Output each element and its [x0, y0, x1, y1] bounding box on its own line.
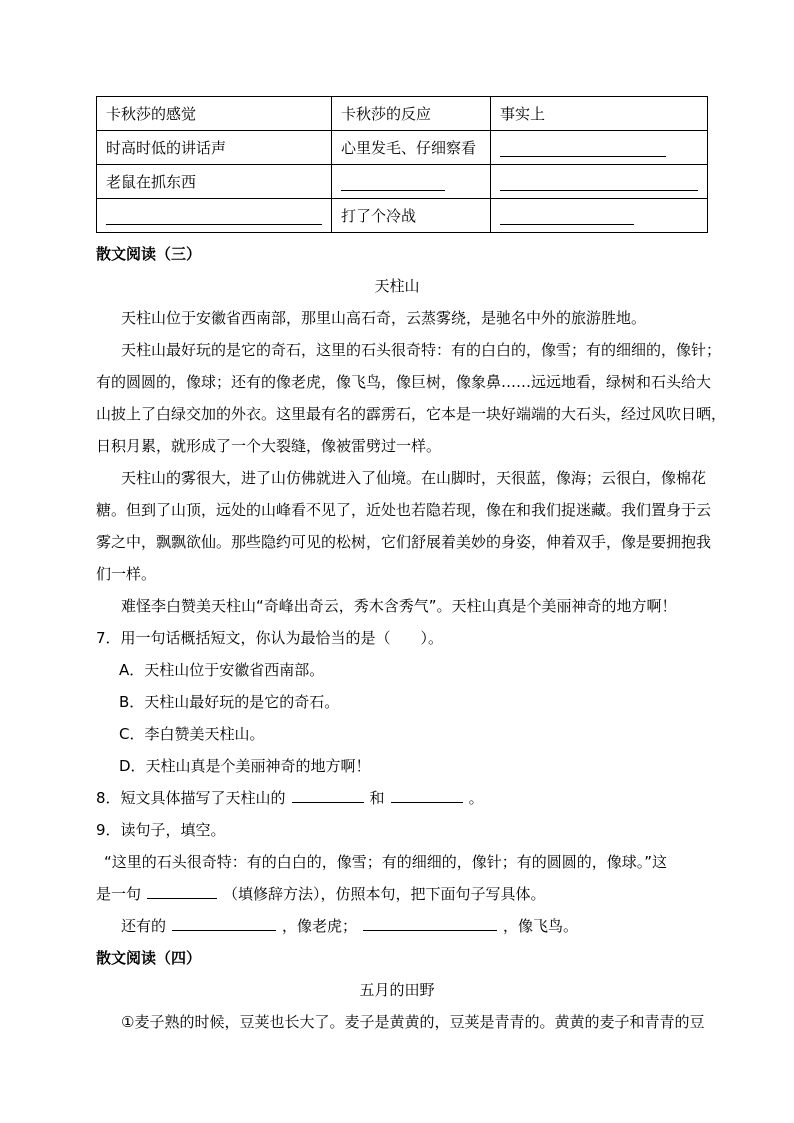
table-row — [97, 131, 708, 165]
table-blank-cell — [332, 165, 491, 199]
section-heading: 散文阅读（四） — [96, 949, 202, 967]
paragraph-line: 难怪李白赞美天柱山“奇峰出奇云，秀木含秀气”。天柱山真是个美丽神奇的地方啊！ — [121, 597, 677, 615]
paragraph-line: 天柱山的雾很大，进了山仿佛就进入了仙境。在山脚时，天很蓝，像海；云很白，像棉花 — [121, 469, 707, 487]
table-cell: 打了个冷战 — [332, 199, 491, 233]
answer-blank[interactable] — [106, 208, 322, 225]
table-header-feeling: 卡秋莎的感觉 — [97, 97, 332, 131]
question-text: （填修辞方法），仿照本句，把下面句子写具体。 — [223, 885, 546, 903]
table-header-row — [97, 97, 708, 131]
table-blank-cell — [491, 199, 708, 233]
paragraph-line: 糖。但到了山顶，远处的山峰看不见了，近处也若隐若现，像在和我们捉迷藏。我们置身于云 — [96, 501, 712, 519]
answer-blank[interactable] — [292, 788, 364, 803]
table-cell: 时高时低的讲话声 — [97, 131, 332, 165]
option-d[interactable]: D．天柱山真是个美丽神奇的地方啊！ — [119, 757, 371, 775]
answer-blank[interactable] — [363, 916, 497, 931]
table-blank-cell — [97, 199, 332, 233]
answer-blank[interactable] — [391, 788, 463, 803]
question-9-line — [96, 883, 546, 904]
question-text: 8．短文具体描写了天柱山的 — [96, 789, 286, 807]
question-text: ，像老虎； — [282, 917, 358, 935]
table-cell: 心里发毛、仔细察看 — [332, 131, 491, 165]
paragraph-line: 天柱山位于安徽省西南部，那里山高石奇，云蒸雾绕，是驰名中外的旅游胜地。 — [121, 309, 647, 327]
paragraph-line: 山披上了白绿交加的外衣。这里最有名的霹雳石，它本是一块好端端的大石头，经过风吹日晒， — [96, 405, 727, 423]
question-text: 。 — [468, 789, 484, 807]
question-9-quote: “这里的石头很奇特：有的白白的，像雪；有的细细的，像针；有的圆圆的，像球。”这 — [104, 853, 668, 871]
table-header-fact: 事实上 — [491, 97, 708, 131]
table-row — [97, 165, 708, 199]
section-heading: 散文阅读（三） — [96, 245, 202, 263]
article-title: 天柱山 — [374, 277, 420, 295]
article-title: 五月的田野 — [359, 981, 435, 999]
paragraph-line: 有的圆圆的，像球；还有的像老虎，像飞鸟，像巨树，像象鼻……远远地看，绿树和石头给大 — [96, 373, 712, 391]
question-text: 是一句 — [96, 885, 142, 903]
paragraph-line: ①麦子熟的时候，豆荚也长大了。麦子是黄黄的，豆荚是青青的。黄黄的麦子和青青的豆 — [121, 1013, 705, 1031]
table-cell: 老鼠在抓东西 — [97, 165, 332, 199]
question-9: 9．读句子，填空。 — [96, 821, 226, 839]
answer-blank[interactable] — [500, 140, 666, 157]
answer-blank[interactable] — [500, 174, 698, 191]
question-8 — [96, 787, 484, 808]
answer-blank[interactable] — [147, 884, 217, 899]
question-text: ，像飞鸟。 — [503, 917, 579, 935]
table-header-reaction: 卡秋莎的反应 — [332, 97, 491, 131]
option-a[interactable]: A．天柱山位于安徽省西南部。 — [119, 661, 325, 679]
option-c[interactable]: C．李白赞美天柱山。 — [119, 725, 265, 743]
paragraph-line: 雾之中，飘飘欲仙。那些隐约可见的松树，它们舒展着美妙的身姿，伸着双手，像是要拥抱我 — [96, 533, 712, 551]
answer-blank[interactable] — [172, 916, 276, 931]
table-row — [97, 199, 708, 233]
question-7: 7．用一句话概括短文，你认为最恰当的是（ ）。 — [96, 629, 444, 647]
question-9-line — [121, 915, 578, 936]
answer-blank[interactable] — [500, 208, 634, 225]
question-text: 还有的 — [121, 917, 167, 935]
table-blank-cell — [491, 131, 708, 165]
paragraph-line: 们一样。 — [96, 565, 157, 583]
table-blank-cell — [491, 165, 708, 199]
paragraph-line: 天柱山最好玩的是它的奇石，这里的石头很奇特：有的白白的，像雪；有的细细的，像针； — [121, 341, 722, 359]
question-text: 和 — [369, 789, 385, 807]
reading-table — [96, 96, 708, 233]
option-b[interactable]: B．天柱山最好玩的是它的奇石。 — [119, 693, 340, 711]
paragraph-line: 日积月累，就形成了一个大裂缝，像被雷劈过一样。 — [96, 437, 442, 455]
answer-blank[interactable] — [341, 174, 445, 191]
